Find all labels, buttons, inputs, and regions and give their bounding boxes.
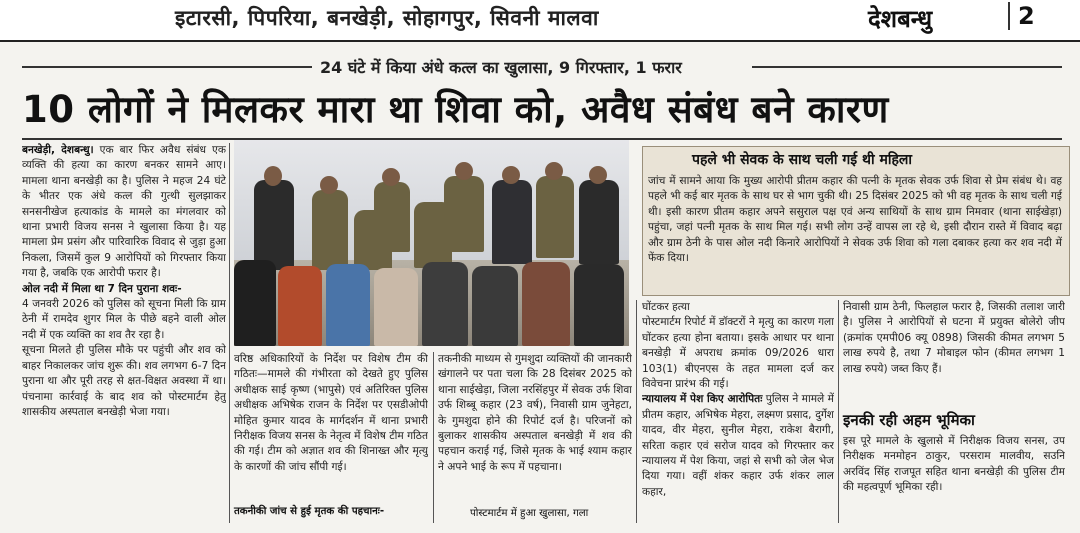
- col4-subhead: न्यायालय में पेश किए आरोपितः: [642, 393, 763, 406]
- story-column-2: [234, 352, 428, 502]
- col5-subhead: इनकी रही अहम भूमिका: [843, 411, 975, 429]
- col5-para-2: इस पूरे मामले के खुलासे में निरीक्षक विजय सनस, उप निरीक्षक मनमोहन ठाकुर, परसराम मालवीय, सउनि अरविंद सिंह राजपूत सहित थाना बनखेड़ी की पुलिस टीम की महत्वपूर्ण भूमिका रही।: [843, 435, 1065, 494]
- masthead-cities: इटारसी, पिपरिया, बनखेड़ी, सोहागपुर, सिवनी मालवा: [175, 6, 599, 30]
- col1-subhead: ओल नदी में मिला था 7 दिन पुराना शवः-: [22, 282, 182, 295]
- col4-para-2: पोस्टमार्टम रिपोर्ट में डॉक्टरों ने मृत्यु का कारण गला घोंटकर हत्या होना बताया। इसके आधार पर थाना बनखेड़ी में अपराध क्रमांक 09/2026 धारा 103(1) बीएनएस के तहत मामला दर्ज कर विवेचना प्रारंभ की गई।: [642, 316, 834, 391]
- sidebar-body: जांच में सामने आया कि मुख्य आरोपी प्रीतम कहार की पत्नी के मृतक सेवक उर्फ शिवा से प्रेम संबंध थे। वह पहले भी कई बार मृतक के साथ घर से भाग चुकी थी। 25 दिसंबर 2025 को भी वह मृतक के साथ चली गई थी। इसी कारण प्रीतम कहार अपने ससुराल पक्ष एवं अन्य साथियों के साथ ग्राम निमवार (थाना साईखेड़ा) पहुंचा, जहां पत्नी मृतक के साथ मिल गई। सभी लोग उन्हें वापस ला रहे थे, इसी दौरान रास्ते में विवाद बढ़ा और ग्राम ठेनी के पास ओल नदी किनारे आरोपियों ने सेवक उर्फ शिवा को गला दबाकर हत्या कर शव नदी में फेंक दिया।: [648, 175, 1062, 265]
- col3-tail: पोस्टमार्टम में हुआ खुलासा, गला: [470, 508, 589, 519]
- story-column-5: [843, 300, 1065, 405]
- story-column-1: [22, 143, 226, 523]
- kicker-rule-right: [752, 66, 1062, 68]
- story-column-4: [642, 300, 834, 525]
- col5-para-1: निवासी ग्राम ठेनी, फिलहाल फरार है, जिसकी तलाश जारी है। पुलिस ने आरोपियों से घटना में प्रयुक्त बोलेरो जीप (क्रमांक एमपी06 क्यू 0898) जिसकी कीमत लगभग 5 लाख रुपये है, तथा 7 मोबाइल फोन (कीमत लगभग 1 लाख रुपये) जब्त किए हैं।: [843, 301, 1065, 375]
- story-column-5-bottom: [843, 434, 1065, 526]
- masthead: [0, 0, 1080, 42]
- column-divider: [636, 300, 637, 523]
- story-headline: 10 लोगों ने मिलकर मारा था शिवा को, अवैध संबंध बने कारण: [22, 88, 889, 131]
- newspaper-logo: देशबन्धु: [868, 4, 933, 33]
- news-photo: [234, 140, 629, 346]
- col1-para-3: सूचना मिलते ही पुलिस मौके पर पहुंची और शव को बाहर निकालकर जांच शुरू की। शव लगभग 6-7 दिन पुराना था और पूरी तरह से क्षत-विक्षत अवस्था में था। पंचनामा कार्रवाई के बाद शव को पोस्टमार्टम हेतु शासकीय अस्पताल बनखेड़ी भेजा गया।: [22, 344, 226, 418]
- col1-para-1: एक बार फिर अवैध संबंध एक व्यक्ति की हत्या का कारण बनकर सामने आए। मामला थाना बनखेड़ी का है। पुलिस ने महज 24 घंटे के भीतर एक अंधे कत्ल की गुत्थी सुलझाकर सनसनीखेज हत्याकांड के मामले का मंगलवार को थाना प्रभारी विजय सनस ने खुलासा किया है। यह मामला प्रेम प्रसंग और पारिवारिक विवाद से जुड़ा हुआ निकला, जिसमें कुल 9 आरोपियों को गिरफ्तार किया गया है, जबकि एक आरोपी फरार है।: [22, 144, 226, 280]
- col4-para-1: घोंटकर हत्या: [642, 301, 690, 313]
- kicker-rule-left: [22, 66, 312, 68]
- column-divider: [433, 352, 434, 523]
- col2-subhead: तकनीकी जांच से हुई मृतक की पहचानः-: [234, 506, 385, 517]
- sidebar-title: पहले भी सेवक के साथ चली गई थी महिला: [692, 152, 913, 168]
- col2-para-1: वरिष्ठ अधिकारियों के निर्देश पर विशेष टीम की गठितः—मामले की गंभीरता को देखते हुए पुलिस अधीक्षक साई कृष्ण (भापुसे) एवं अतिरिक्त पुलिस अधीक्षक अभिषेक राजन के निर्देश पर एसडीओपी मोहित कुमार यादव के मार्गदर्शन में थाना प्रभारी निरीक्षक विजय सनस के नेतृत्व में विशेष टीम गठित की गई। टीम को अज्ञात शव की शिनाख्त और मृत्यु के कारणों की जांच सौंपी गई।: [234, 353, 428, 473]
- col4-para-3: पुलिस ने मामले में प्रीतम कहार, अभिषेक मेहरा, लक्ष्मण प्रसाद, दुर्गेश यादव, वीर मेहरा, सुनील मेहरा, राकेश बैरागी, सरिता कहार एवं सरोज यादव को गिरफ्तार कर न्यायालय में पेश किया, जहां से सभी को जेल भेज दिया गया। वहीं शंकर कहार उर्फ शंकर लाल कहार,: [642, 393, 834, 498]
- column-divider: [838, 300, 839, 523]
- column-divider: [229, 143, 230, 523]
- page-number: 2: [1008, 2, 1035, 30]
- story-kicker: 24 घंटे में किया अंधे कत्ल का खुलासा, 9 गिरफ्तार, 1 फरार: [320, 58, 682, 77]
- col1-para-2: 4 जनवरी 2026 को पुलिस को सूचना मिली कि ग्राम ठेनी में रामदेव शुगर मिल के पीछे बहने वाली ओल नदी में एक व्यक्ति का शव तैर रहा है।: [22, 298, 226, 341]
- dateline: बनखेड़ी, देशबन्धु।: [22, 144, 94, 156]
- story-column-3: [438, 352, 632, 502]
- col3-para-1: तकनीकी माध्यम से गुमशुदा व्यक्तियों की जानकारी खंगालने पर पता चला कि 28 दिसंबर 2025 को थाना साईखेड़ा, जिला नरसिंहपुर में सेवक उर्फ शिवा उर्फ शिब्बू कहार (23 वर्ष), निवासी ग्राम जुनेहटा, के गुमशुदा होने की रिपोर्ट दर्ज है। परिजनों को बुलाकर शासकीय अस्पताल बनखेड़ी में शव की पहचान कराई गई, जिसे मृतक के भाई श्याम कहार ने अपने भाई के रूप में पहचाना।: [438, 353, 632, 473]
